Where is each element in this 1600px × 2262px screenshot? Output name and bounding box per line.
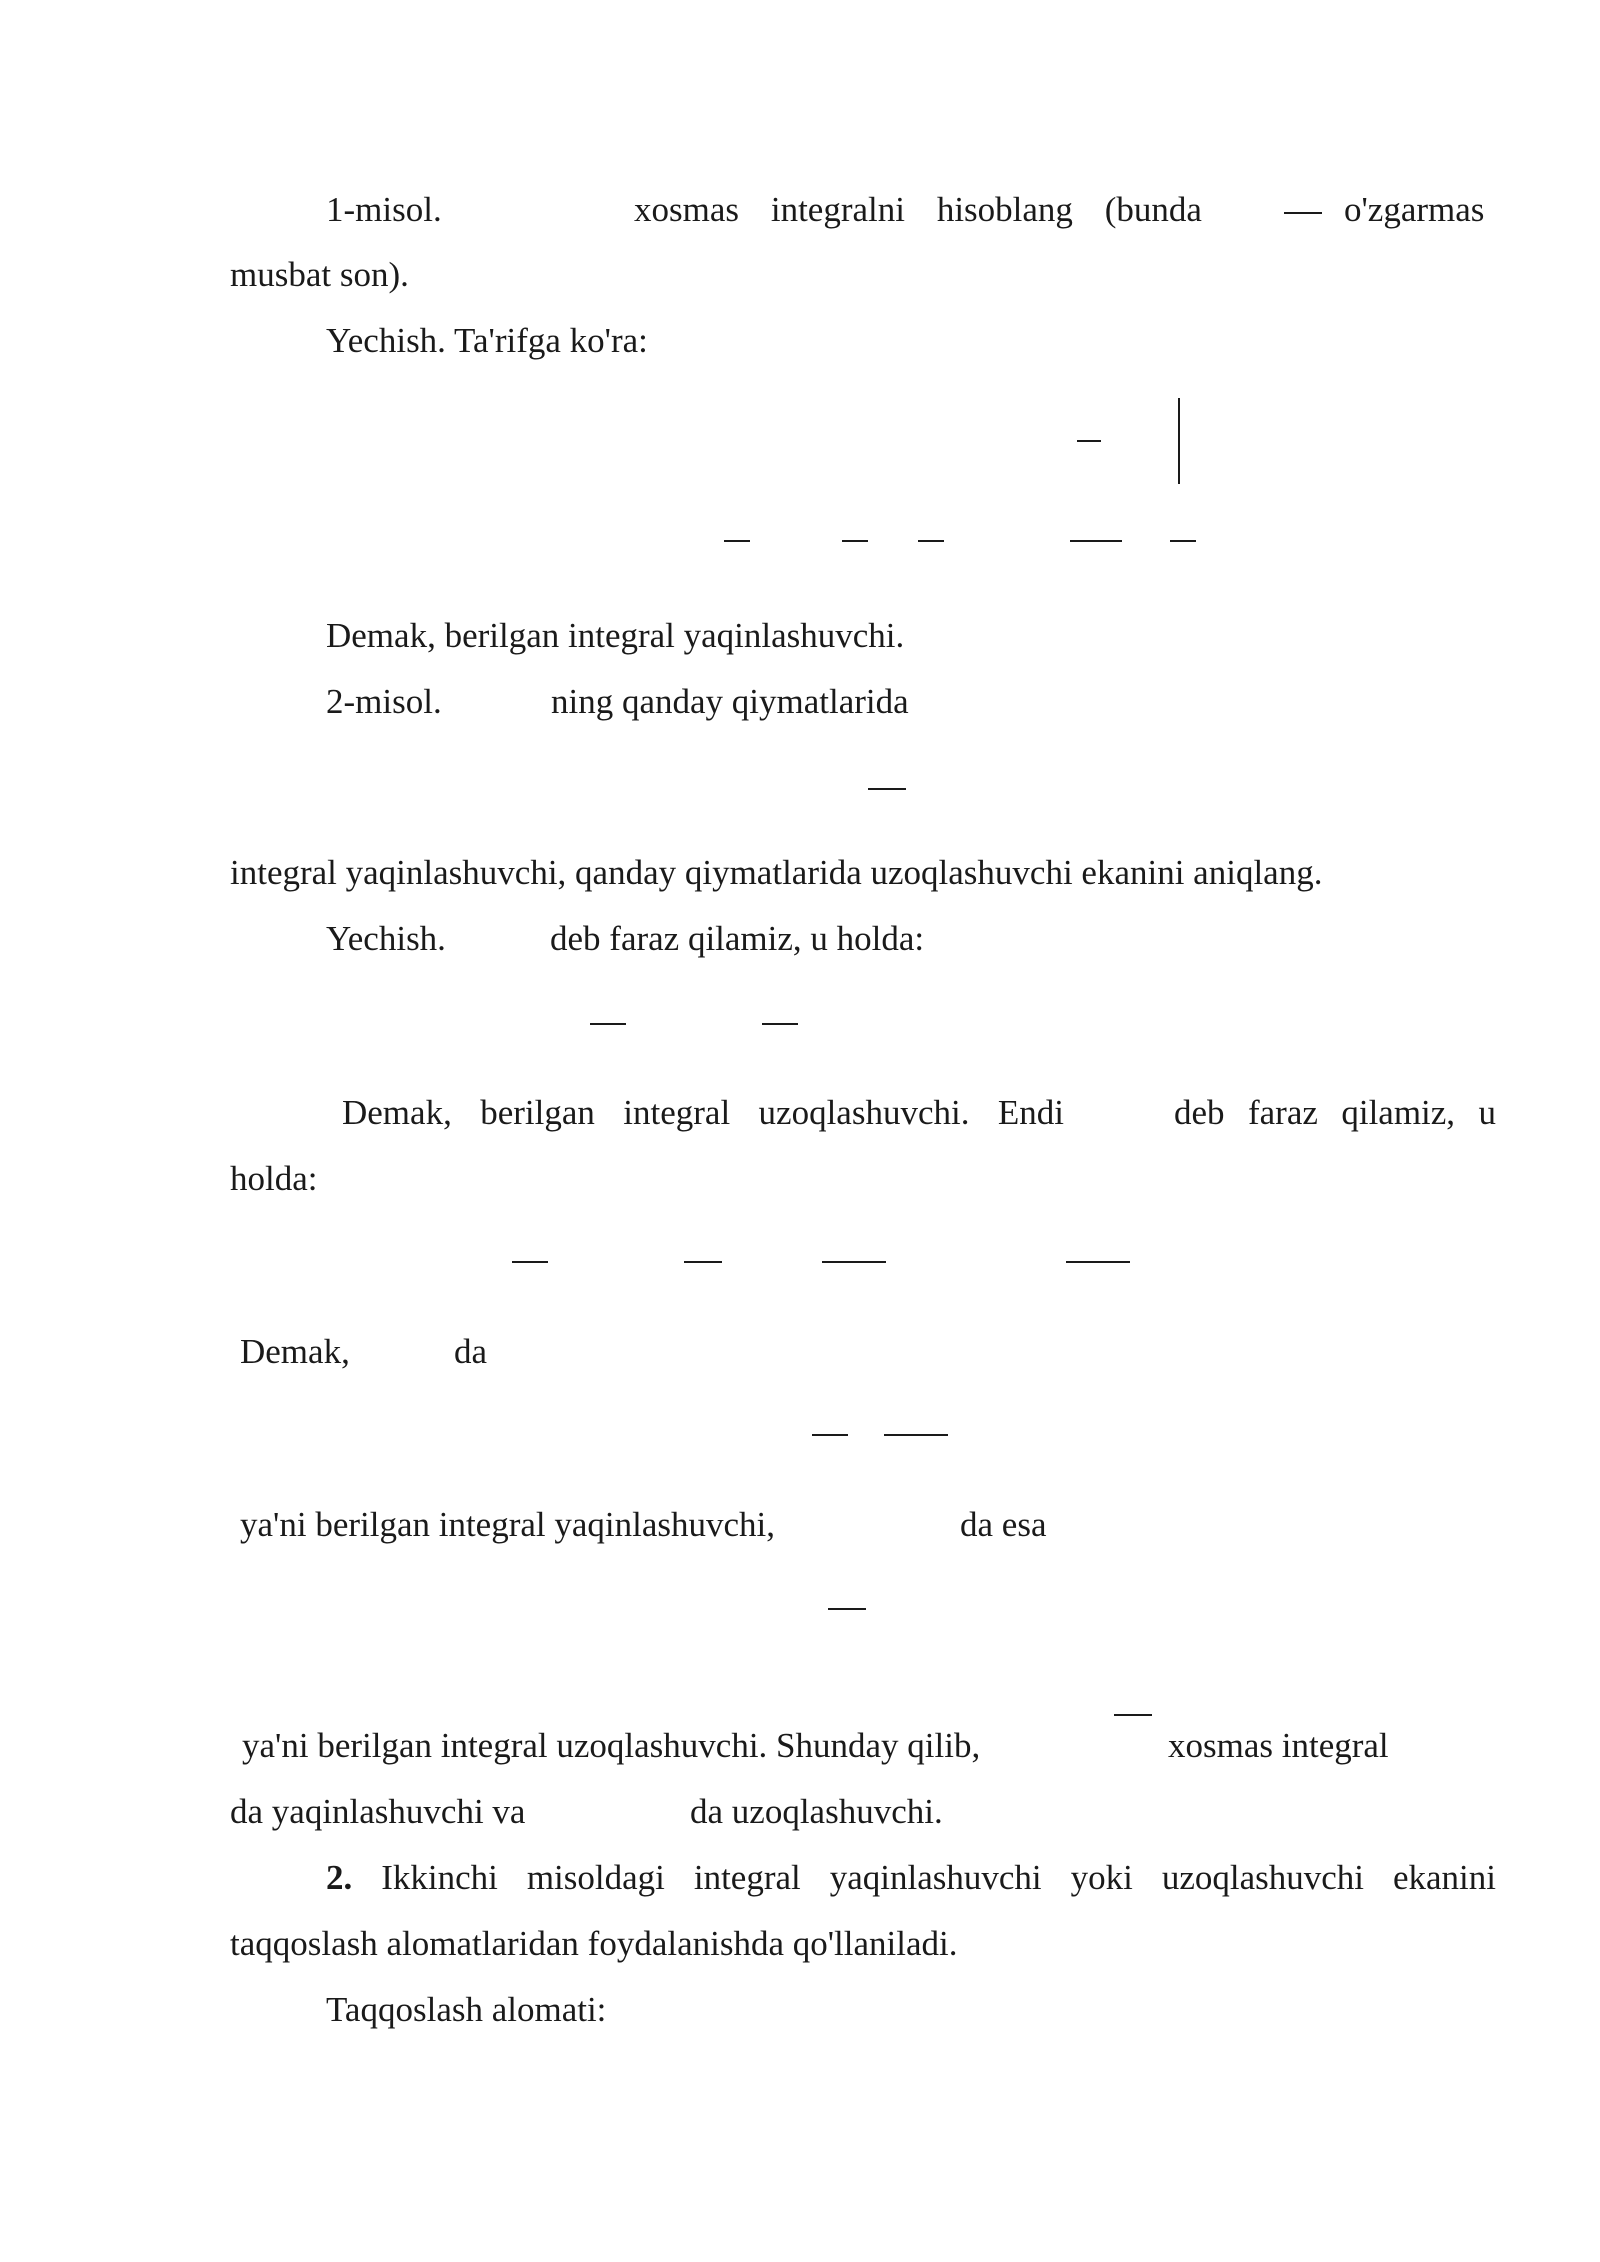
word: berilgan	[480, 1093, 595, 1132]
word: deb	[1174, 1093, 1225, 1132]
formula-fraction-bar	[512, 1261, 548, 1263]
conclusion-2c: ya'ni berilgan integral yaqinlashuvchi,	[240, 1505, 776, 1544]
formula-fraction-bar	[822, 1261, 886, 1263]
example-2-continuation: integral yaqinlashuvchi, qanday qiymatlarida uzoqlashuvchi ekanini aniqlang.	[230, 853, 1323, 892]
word: misoldagi	[526, 1858, 665, 1897]
section-2-continuation: taqqoslash alomatlaridan foydalanishda qo'llaniladi.	[230, 1924, 958, 1963]
conclusion-2d: ya'ni berilgan integral uzoqlashuvchi. Shunday qilib,	[242, 1726, 981, 1765]
formula-fraction-bar	[1284, 212, 1322, 214]
word: hisoblang	[936, 190, 1073, 229]
example-1-label: 1-misol.	[326, 190, 442, 229]
conclusion-2a-continuation: holda:	[230, 1159, 318, 1198]
word: ekanini	[1392, 1858, 1496, 1897]
conclusion-2a	[342, 1091, 1064, 1135]
conclusion-2c-tail: da esa	[960, 1505, 1047, 1544]
formula-fraction-bar	[762, 1023, 798, 1025]
word: uzoqlashuvchi	[1161, 1858, 1364, 1897]
formula-fraction-bar	[1066, 1261, 1130, 1263]
formula-fraction-bar	[1114, 1714, 1152, 1716]
solution-2-label: Yechish.	[326, 919, 446, 958]
formula-fraction-bar	[590, 1023, 626, 1025]
word: faraz	[1247, 1093, 1318, 1132]
word: yoki	[1070, 1858, 1133, 1897]
word: Endi	[997, 1093, 1064, 1132]
formula-fraction-bar	[918, 540, 944, 542]
comparison-test-heading: Taqqoslash alomati:	[326, 1990, 607, 2029]
formula-fraction-bar	[812, 1434, 848, 1436]
word: o'zgarmas	[1344, 190, 1485, 229]
section-number: 2.	[326, 1858, 353, 1897]
formula-fraction-bar	[724, 540, 750, 542]
conclusion-2a-tail	[1174, 1091, 1496, 1135]
example-2-label: 2-misol.	[326, 682, 442, 721]
formula-fraction-bar	[884, 1434, 948, 1436]
example-1-continuation: musbat son).	[230, 255, 409, 294]
word: xosmas	[634, 190, 739, 229]
formula-fraction-bar	[828, 1608, 866, 1610]
conclusion-2e: da yaqinlashuvchi va	[230, 1792, 526, 1831]
word: Demak,	[342, 1093, 452, 1132]
formula-fraction-bar	[1077, 440, 1101, 442]
word: Ikkinchi	[381, 1858, 498, 1897]
formula-fraction-bar	[842, 540, 868, 542]
word: uzoqlashuvchi.	[758, 1093, 970, 1132]
conclusion-2d-tail: xosmas integral	[1168, 1726, 1389, 1765]
word: (bunda	[1104, 190, 1202, 229]
conclusion-2b: Demak,	[240, 1332, 350, 1371]
conclusion-1: Demak, berilgan integral yaqinlashuvchi.	[326, 616, 905, 655]
formula-fraction-bar	[868, 788, 906, 790]
conclusion-2b-da: da	[454, 1332, 488, 1371]
formula-fraction-bar	[1170, 540, 1196, 542]
word: u	[1478, 1093, 1496, 1132]
formula-evaluation-bar	[1178, 398, 1180, 484]
word: integral	[693, 1858, 801, 1897]
conclusion-2e-tail: da uzoqlashuvchi.	[690, 1792, 943, 1831]
example-1-statement	[634, 188, 1202, 232]
solution-1-intro: Yechish. Ta'rifga ko'ra:	[326, 321, 648, 360]
word: qilamiz,	[1341, 1093, 1456, 1132]
formula-fraction-bar	[684, 1261, 722, 1263]
solution-2-intro: deb faraz qilamiz, u holda:	[550, 919, 925, 958]
example-2-statement: ning qanday qiymatlarida	[551, 682, 909, 721]
section-2-intro	[326, 1856, 1496, 1900]
word: integral	[623, 1093, 731, 1132]
formula-fraction-bar	[1070, 540, 1122, 542]
word: yaqinlashuvchi	[829, 1858, 1042, 1897]
word: integralni	[770, 190, 905, 229]
